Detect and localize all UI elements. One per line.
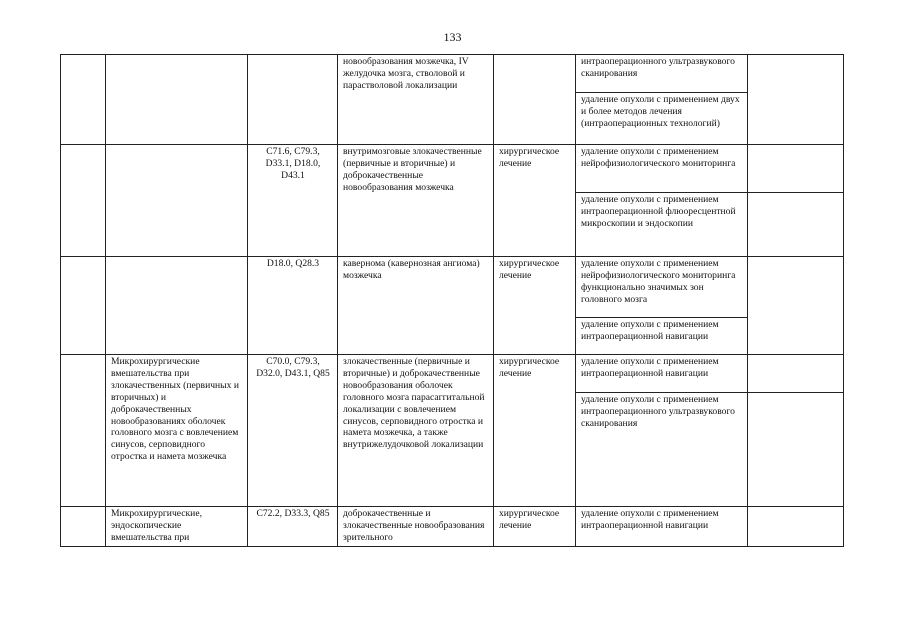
code-cell: C72.2, D33.3, Q85	[248, 507, 338, 547]
extra-cell	[748, 355, 844, 393]
method-cell: удаление опухоли с применением интраоперационного ультразвукового сканирования	[576, 393, 748, 507]
code-cell: C70.0, C79.3, D32.0, D43.1, Q85	[248, 355, 338, 507]
disease-cell: кавернома (кавернозная ангиома) мозжечка	[338, 257, 494, 355]
group-cell	[106, 257, 248, 355]
treatment-type-cell: хирургическое лечение	[494, 145, 576, 257]
method-cell: удаление опухоли с применением интраоперационной навигации	[576, 318, 748, 355]
group-cell	[106, 145, 248, 257]
treatment-type-cell	[494, 55, 576, 145]
table-row	[61, 145, 844, 193]
table-row	[61, 257, 844, 318]
treatment-type-cell: хирургическое лечение	[494, 355, 576, 507]
extra-cell	[748, 393, 844, 507]
number-cell	[61, 145, 106, 257]
group-cell: Микрохирургические вмешательства при злокачественных (первичных и вторичных) и доброкачественных новообразованиях оболочек головного мозга с вовлечением синусов, серповидного отростка и намета мозжечка	[106, 355, 248, 507]
method-cell: удаление опухоли с применением интраоперационной навигации	[576, 355, 748, 393]
code-cell: D18.0, Q28.3	[248, 257, 338, 355]
method-cell: удаление опухоли с применением нейрофизиологического мониторинга	[576, 145, 748, 193]
number-cell	[61, 257, 106, 355]
method-cell: интраоперационного ультразвукового сканирования	[576, 55, 748, 93]
disease-cell: доброкачественные и злокачественные новообразования зрительного	[338, 507, 494, 547]
treatment-type-cell: хирургическое лечение	[494, 257, 576, 355]
disease-cell: новообразования мозжечка, IV желудочка мозга, стволовой и парастволовой локализации	[338, 55, 494, 145]
table-row	[61, 507, 844, 547]
number-cell	[61, 507, 106, 547]
treatment-type-cell: хирургическое лечение	[494, 507, 576, 547]
disease-cell: внутримозговые злокачественные (первичные и вторичные) и доброкачественные новообразования мозжечка	[338, 145, 494, 257]
extra-cell	[748, 507, 844, 547]
disease-cell: злокачественные (первичные и вторичные) и доброкачественные новообразования оболочек головного мозга парасаггитальной локализации с вовлечением синусов, серповидного отростка и намета мозжечка, а также внутрижелудочковой локализации	[338, 355, 494, 507]
extra-cell	[748, 193, 844, 257]
number-cell	[61, 355, 106, 507]
table-row	[61, 355, 844, 393]
group-cell	[106, 55, 248, 145]
method-cell: удаление опухоли с применением интраоперационной флюоресцентной микроскопии и эндоскопии	[576, 193, 748, 257]
table-row	[61, 55, 844, 93]
code-cell	[248, 55, 338, 145]
method-cell: удаление опухоли с применением интраоперационной навигации	[576, 507, 748, 547]
page-number: 133	[443, 30, 462, 44]
extra-cell	[748, 55, 844, 145]
procedures-table	[60, 54, 844, 547]
extra-cell	[748, 145, 844, 193]
code-cell: C71.6, C79.3, D33.1, D18.0, D43.1	[248, 145, 338, 257]
extra-cell	[748, 257, 844, 355]
number-cell	[61, 55, 106, 145]
method-cell: удаление опухоли с применением двух и более методов лечения (интраоперационных технологий)	[576, 93, 748, 145]
group-cell: Микрохирургические, эндоскопические вмешательства при	[106, 507, 248, 547]
method-cell: удаление опухоли с применением нейрофизиологического мониторинга функционально значимых зон головного мозга	[576, 257, 748, 318]
